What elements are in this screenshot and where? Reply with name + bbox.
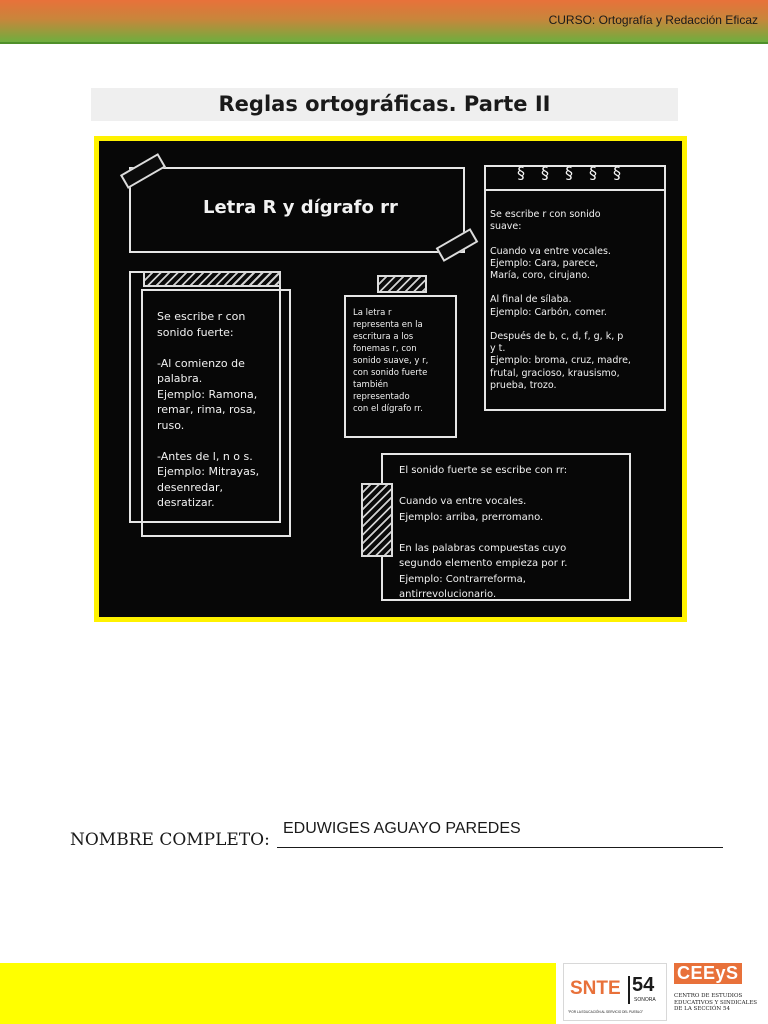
bottom-card-text: El sonido fuerte se escribe con rr: Cuando va entre vocales. Ejemplo: arriba, prerromano. En las palabras compuestas cuyo segundo elemento empieza por r. Ejemplo: Contrarreforma, antirrevolucionario.: [399, 465, 568, 600]
notebook-rings: §§§§§: [517, 163, 637, 182]
left-card-text: Se escribe r con sonido fuerte: -Al comienzo de palabra. Ejemplo: Ramona, remar, rima, rosa, ruso. -Antes de l, n o s. Ejemplo: Mitrayas, desenredar, desratizar.: [157, 310, 260, 509]
header-bar: [0, 0, 768, 44]
ceeys-logo: [672, 963, 764, 1021]
snte-logo-text: SNTE: [570, 978, 621, 999]
name-field-label: NOMBRE COMPLETO:: [70, 830, 270, 850]
left-card-hatch: [143, 271, 281, 287]
ceeys-logo-text: CEEyS: [674, 963, 742, 984]
name-field-value[interactable]: EDUWIGES AGUAYO PAREDES: [283, 820, 521, 837]
document-title: Reglas ortográficas. Parte II: [218, 92, 551, 116]
snte-number: 54: [632, 974, 655, 996]
footer-bar: [0, 963, 556, 1024]
name-field: [70, 820, 730, 860]
snte-logo: [563, 963, 667, 1021]
snte-state: SONORA: [634, 997, 656, 1003]
document-title-box: [91, 88, 678, 121]
snte-divider: [628, 976, 630, 1004]
course-title: CURSO: Ortografía y Redacción Eficaz: [548, 13, 758, 27]
bottom-card-tape: [361, 483, 393, 557]
snte-motto: "POR LA EDUCACIÓN AL SERVICIO DEL PUEBLO": [568, 1010, 644, 1014]
notebook-card-text: Se escribe r con sonido suave: Cuando va entre vocales. Ejemplo: Cara, parece, María, coro, cirujano. Al final de sílaba. Ejemplo: Carbón, comer. Después de b, c, d, f, g, k, p y t. Ejemplo: broma, cruz, madre, frutal, gracioso, krausismo, prueba, trozo.: [490, 209, 631, 391]
ceeys-caption: CENTRO DE ESTUDIOS EDUCATIVOS Y SINDICALES DE LA SECCIÓN 54: [674, 993, 758, 1012]
middle-card-text: La letra r representa en la escritura a los fonemas r, con sonido suave, y r, con sonido fuerte también representado con el dígrafo rr.: [353, 308, 429, 414]
name-field-line: [277, 847, 723, 848]
board-heading: Letra R y dígrafo rr: [203, 197, 398, 218]
notebook-binding: [484, 189, 666, 191]
middle-card-tape: [377, 275, 427, 293]
chalkboard-infographic: [94, 136, 687, 622]
